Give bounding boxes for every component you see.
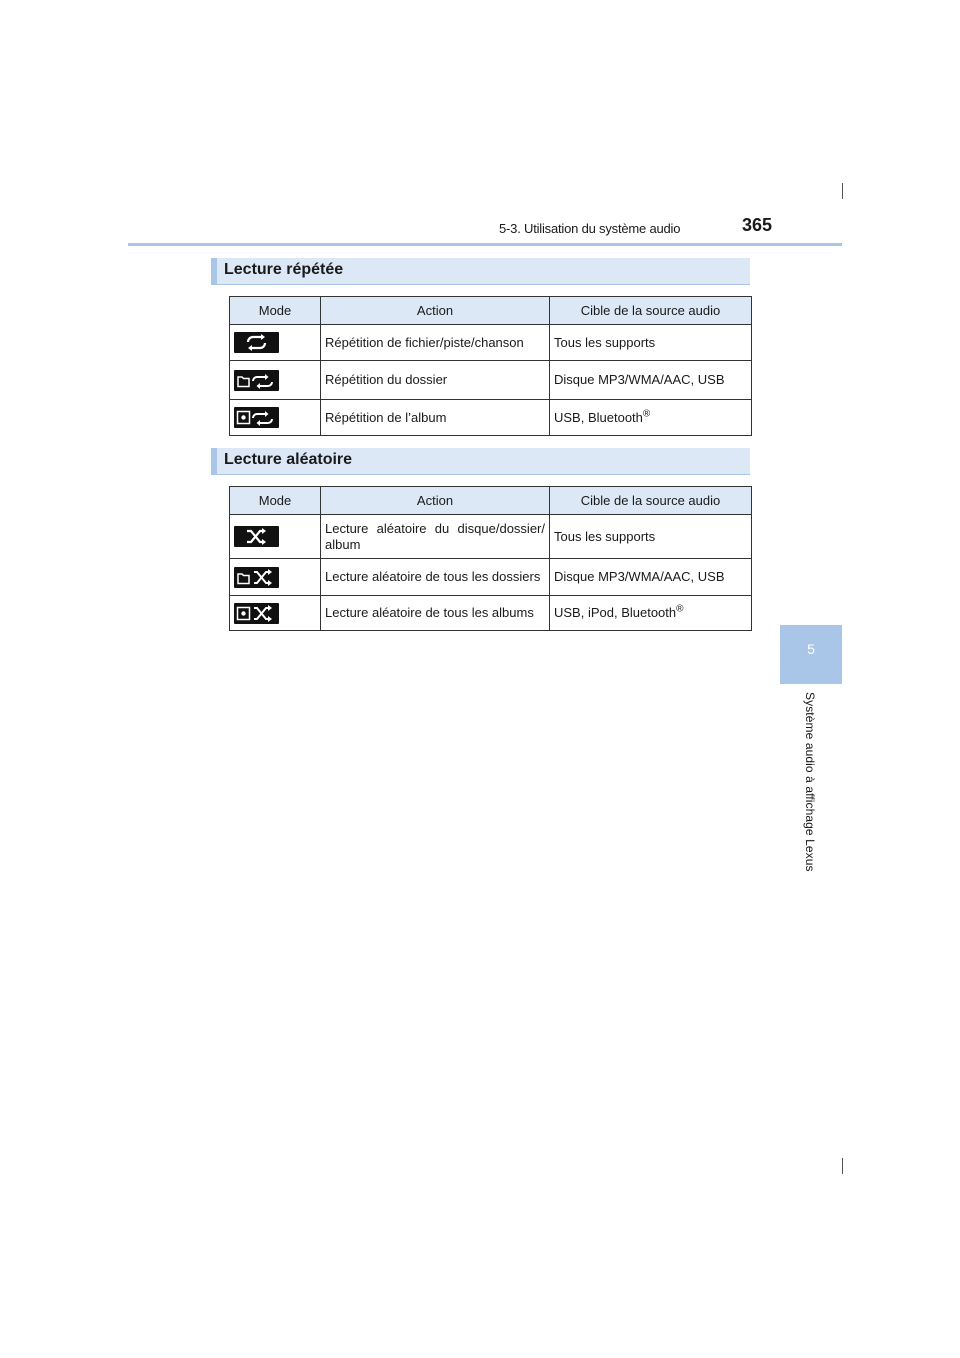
target-text: Disque MP3/WMA/AAC, USB [554,569,725,584]
mode-cell [230,361,321,400]
mode-cell [230,559,321,596]
table-header-row [230,297,752,325]
section-heading-random [211,448,750,475]
column-header-mode: Mode [230,297,321,325]
target-text: Tous les supports [554,528,656,544]
crop-mark-bottom [842,1158,843,1174]
action-cell: Répétition de fichier/piste/chanson [321,325,550,361]
shuffle-folder-icon [234,567,279,588]
target-text: USB, iPod, Bluetooth [554,605,677,620]
table-row [230,515,752,559]
chapter-number: 5 [807,641,815,657]
mode-cell [230,400,321,436]
target-cell [550,400,752,436]
action-cell: Répétition du dossier [321,361,550,400]
table-row [230,361,752,400]
table-row [230,559,752,596]
header-section-title: 5-3. Utilisation du système audio [499,221,681,236]
random-modes-table [229,486,752,631]
section-heading-repeat [211,258,750,285]
table-header-row [230,487,752,515]
target-cell [550,361,752,400]
target-cell [550,515,752,559]
target-cell [550,325,752,361]
action-cell: Lecture aléatoire de tous les dossiers [321,559,550,596]
repeat-folder-icon [234,370,279,391]
table-row [230,596,752,631]
table-row [230,325,752,361]
shuffle-album-icon [234,603,279,624]
mode-cell [230,596,321,631]
section-title: Lecture répétée [224,261,344,278]
chapter-tab [780,625,842,684]
column-header-target: Cible de la source audio [550,297,752,325]
action-cell: Lecture aléatoire du disque/dossier/ album [321,515,550,559]
page-number: 365 [742,215,773,235]
mode-cell [230,325,321,361]
column-header-mode: Mode [230,487,321,515]
column-header-target: Cible de la source audio [550,487,752,515]
target-cell [550,559,752,596]
action-cell: Lecture aléatoire de tous les albums [321,596,550,631]
action-cell: Répétition de l’album [321,400,550,436]
column-header-action: Action [321,297,550,325]
section-title: Lecture aléatoire [224,451,353,468]
registered-mark: ® [642,408,651,420]
table-row [230,400,752,436]
target-text: Disque MP3/WMA/AAC, USB [554,372,725,387]
repeat-track-icon [234,332,279,353]
registered-mark: ® [676,603,684,615]
repeat-modes-table [229,296,752,436]
target-cell [550,596,752,631]
column-header-action: Action [321,487,550,515]
repeat-album-icon [234,407,279,428]
header-rule [128,243,842,246]
crop-mark-top [842,183,843,199]
target-text: USB, Bluetooth [554,409,643,425]
chapter-label: Système audio à affichage Lexus [803,692,817,872]
mode-cell [230,515,321,559]
target-text: Tous les supports [554,334,656,350]
shuffle-disc-icon [234,526,279,547]
